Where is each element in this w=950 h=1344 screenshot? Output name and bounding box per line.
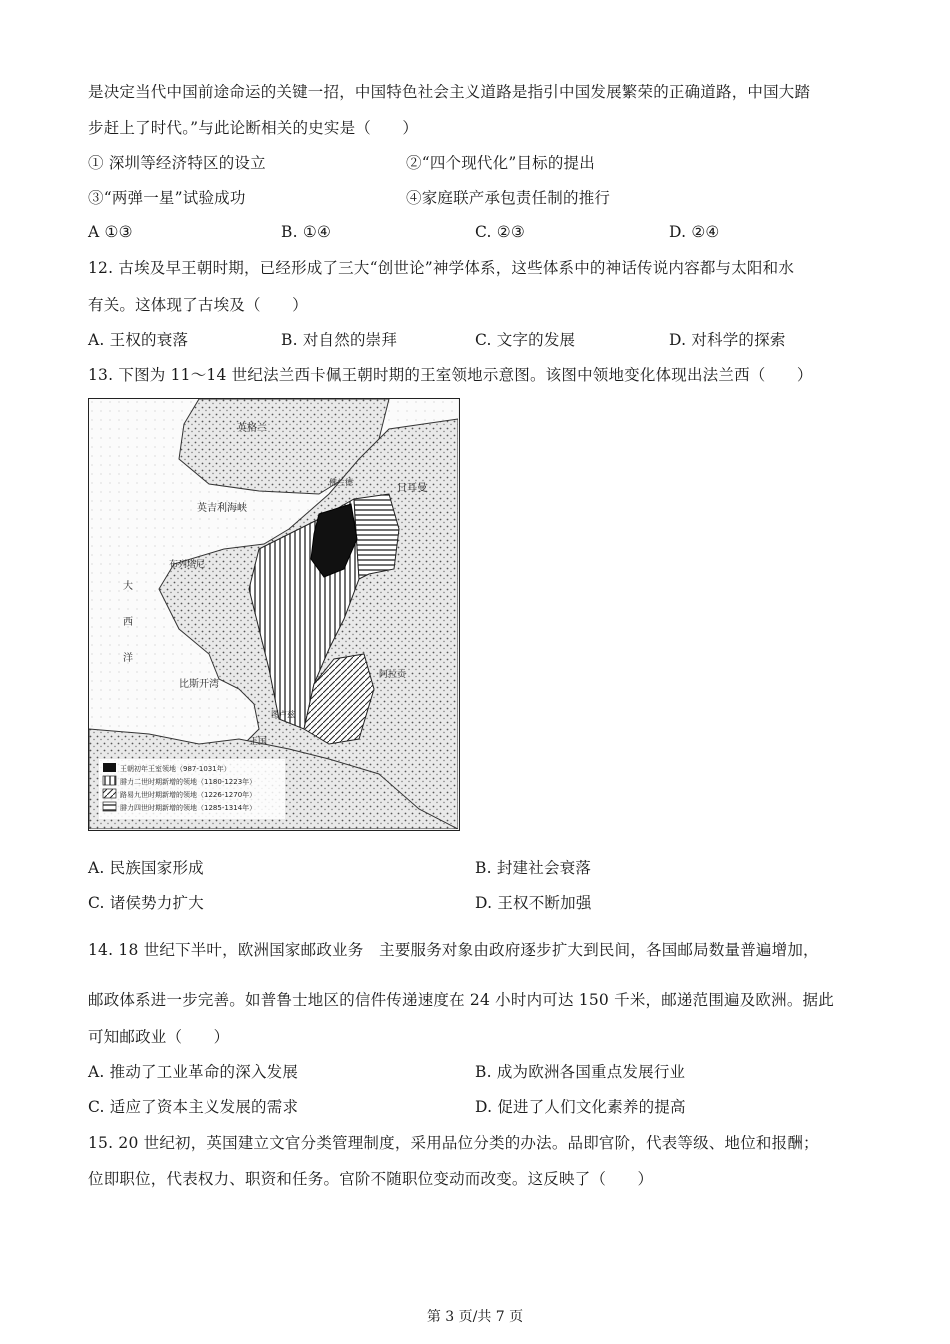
legend-item-2: 腓力二世时期新增的领地（1180-1223年） (120, 778, 257, 786)
q14-option-c[interactable]: C. 适应了资本主义发展的需求 (88, 1098, 299, 1116)
legend-item-1: 王朝初年王室领地（987-1031年） (120, 765, 231, 773)
q11-item-1: ① 深圳等经济特区的设立 (88, 154, 266, 172)
map-label-biscay: 比斯开湾 (179, 679, 219, 690)
q11-item-4: ④家庭联产承包责任制的推行 (406, 189, 611, 207)
legend-swatch-louis-ix (103, 789, 116, 798)
q12-option-c[interactable]: C. 文字的发展 (475, 331, 576, 349)
q14-option-d[interactable]: D. 促进了人们文化素养的提高 (475, 1098, 686, 1116)
q14-stem-line2: 邮政体系进一步完善。如普鲁士地区的信件传递速度在 24 小时内可达 150 千米，邮递范围遍及欧洲。据此 (88, 991, 834, 1009)
map-label-aragon: 阿拉贡 (379, 670, 407, 680)
map-label-atlantic-2: 西 (123, 617, 133, 628)
legend-swatch-philip-ii (103, 776, 116, 785)
q15-stem-line1: 15. 20 世纪初，英国建立文官分类管理制度，采用品位分类的办法。品即官阶，代表等级、地位和报酬； (88, 1134, 819, 1152)
philip-iv-domain (354, 494, 399, 579)
map-label-england: 英格兰 (237, 423, 267, 434)
q13-option-d[interactable]: D. 王权不断加强 (475, 894, 592, 912)
q15-stem-line2: 位即职位，代表权力、职资和任务。官阶不随职位变动而改变。这反映了（ ） (88, 1170, 654, 1188)
legend-swatch-initial (103, 763, 116, 772)
map-label-brittany: 布列塔尼 (169, 560, 206, 570)
q12-option-a[interactable]: A. 王权的衰落 (88, 331, 189, 349)
q11-stem-line1: 是决定当代中国前途命运的关键一招，中国特色社会主义道路是指引中国发展繁荣的正确道路，中国大踏 (88, 83, 811, 101)
q11-stem-line2: 步赶上了时代。”与此论断相关的史实是（ ） (88, 119, 419, 137)
q11-option-b[interactable]: B. ①④ (281, 223, 332, 241)
q12-stem-line2: 有关。这体现了古埃及（ ） (88, 296, 308, 314)
q11-option-d[interactable]: D. ②④ (669, 223, 720, 241)
q14-stem-line1: 14. 18 世纪下半叶，欧洲国家邮政业务 主要服务对象由政府逐步扩大到民间，各国邮局数量普遍增加， (88, 941, 819, 959)
q13-option-c[interactable]: C. 诸侯势力扩大 (88, 894, 204, 912)
q11-option-a[interactable]: A ①③ (88, 223, 133, 241)
map-legend (99, 759, 285, 819)
q14-option-a[interactable]: A. 推动了工业革命的深入发展 (88, 1063, 299, 1081)
q12-stem-line1: 12. 古埃及早王朝时期，已经形成了三大“创世论”神学体系，这些体系中的神话传说内容都与太阳和水 (88, 259, 795, 277)
legend-item-3: 路易九世时期新增的领地（1226-1270年） (120, 791, 257, 799)
q13-stem: 13. 下图为 11～14 世纪法兰西卡佩王朝时期的王室领地示意图。该图中领地变化体现出法兰西（ ） (88, 366, 813, 384)
map-label-channel: 英吉利海峡 (197, 503, 247, 514)
map-label-toulouse: 图卢兹 (271, 710, 295, 719)
q12-option-b[interactable]: B. 对自然的崇拜 (281, 331, 398, 349)
page-footer: 第 3 页/共 7 页 (426, 1309, 524, 1325)
q11-item-3: ③“两弹一星”试验成功 (88, 189, 246, 207)
q14-option-b[interactable]: B. 成为欧洲各国重点发展行业 (475, 1063, 686, 1081)
q11-option-c[interactable]: C. ②③ (475, 223, 525, 241)
q13-option-b[interactable]: B. 封建社会衰落 (475, 859, 592, 877)
map-label-flanders: 佛兰德 (329, 478, 353, 487)
map-label-empire: 日耳曼 (397, 483, 427, 494)
q14-stem-line3: 可知邮政业（ ） (88, 1028, 230, 1046)
q12-option-d[interactable]: D. 对科学的探索 (669, 331, 786, 349)
legend-item-4: 腓力四世时期新增的领地（1285-1314年） (120, 804, 257, 812)
q13-option-a[interactable]: A. 民族国家形成 (88, 859, 204, 877)
q11-item-2: ②“四个现代化”目标的提出 (406, 154, 595, 172)
map-label-atlantic-1: 大 (123, 581, 133, 592)
legend-swatch-philip-iv (103, 802, 116, 811)
capetian-domain-map (88, 398, 460, 831)
map-label-kingdom: 王国 (249, 737, 268, 747)
map-label-atlantic-3: 洋 (123, 653, 133, 664)
